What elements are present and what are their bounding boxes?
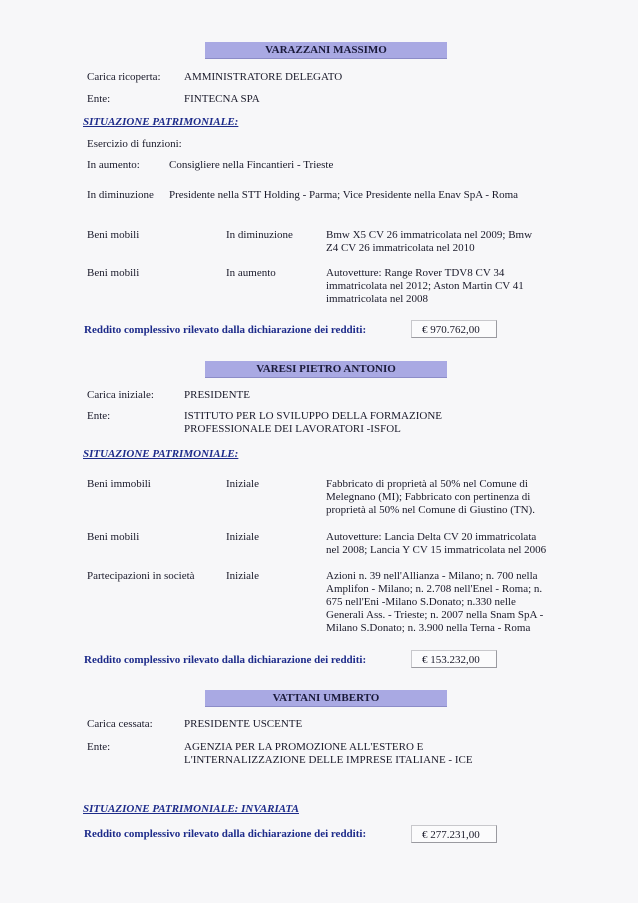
carica-value: PRESIDENTE USCENTE [184,718,303,730]
beni-description: Autovetture: Range Rover TDV8 CV 34 immatricolata nel 2012; Aston Martin CV 41 immatricolata nel 2008 [326,267,524,305]
beni-change: Iniziale [226,531,259,543]
beni-type: Beni mobili [87,267,140,279]
aumento-value: Consigliere nella Fincantieri - Trieste [169,159,334,171]
carica-label: Carica iniziale: [87,389,154,401]
section-title: SITUAZIONE PATRIMONIALE: [83,448,239,460]
reddito-amount: € 277.231,00 [411,825,497,843]
beni-change: Iniziale [226,478,259,490]
carica-value: PRESIDENTE [184,389,250,401]
section-title: SITUAZIONE PATRIMONIALE: [83,116,239,128]
reddito-label: Reddito complessivo rilevato dalla dichiarazione dei redditi: [84,654,367,666]
person-name-bar: VARAZZANI MASSIMO [205,42,447,59]
beni-type: Beni mobili [87,229,140,241]
beni-description: Azioni n. 39 nell'Allianza - Milano; n. 700 nella Amplifon - Milano; n. 2.708 nell'Enel - Roma; n. 675 nell'Eni -Milano S.Donato; n.330 nelle Generali Ass. - Trieste; n. 2007 nella Snam SpA - Milano S.Donato; n. 3.900 nella Terna - Roma [326,570,544,634]
beni-type: Beni mobili [87,531,140,543]
diminuzione-label: In diminuzione [87,189,154,201]
beni-description: Bmw X5 CV 26 immatricolata nel 2009; Bmw Z4 CV 26 immatricolata nel 2010 [326,229,533,254]
beni-type: Beni immobili [87,478,151,490]
section-title: SITUAZIONE PATRIMONIALE: INVARIATA [83,803,299,815]
reddito-amount: € 153.232,00 [411,650,497,668]
reddito-label: Reddito complessivo rilevato dalla dichiarazione dei redditi: [84,828,367,840]
ente-value: AGENZIA PER LA PROMOZIONE ALL'ESTERO E L'INTERNALIZZAZIONE DELLE IMPRESE ITALIANE - ICE [184,741,473,766]
carica-label: Carica cessata: [87,718,153,730]
ente-value: FINTECNA SPA [184,93,260,105]
beni-description: Autovetture: Lancia Delta CV 20 immatricolata nel 2008; Lancia Y CV 15 immatricolata nel 2006 [326,531,547,556]
diminuzione-value: Presidente nella STT Holding - Parma; Vice Presidente nella Enav SpA - Roma [169,189,519,201]
person-name-bar: VATTANI UMBERTO [205,690,447,707]
carica-value: AMMINISTRATORE DELEGATO [184,71,343,83]
carica-label: Carica ricoperta: [87,71,161,83]
ente-label: Ente: [87,741,111,753]
beni-change: In diminuzione [226,229,293,241]
reddito-label: Reddito complessivo rilevato dalla dichiarazione dei redditi: [84,324,367,336]
beni-change: Iniziale [226,570,259,582]
esercizio-label: Esercizio di funzioni: [87,138,182,150]
ente-label: Ente: [87,93,111,105]
beni-change: In aumento [226,267,276,279]
reddito-amount: € 970.762,00 [411,320,497,338]
person-name-bar: VARESI PIETRO ANTONIO [205,361,447,378]
beni-type: Partecipazioni in società [87,570,195,582]
ente-label: Ente: [87,410,111,422]
ente-value: ISTITUTO PER LO SVILUPPO DELLA FORMAZIONE PROFESSIONALE DEI LAVORATORI -ISFOL [184,410,442,435]
beni-description: Fabbricato di proprietà al 50% nel Comune di Melegnano (MI); Fabbricato con pertinenza di proprietà al 50% nel Comune di Giustino (TN). [326,478,535,516]
aumento-label: In aumento: [87,159,140,171]
